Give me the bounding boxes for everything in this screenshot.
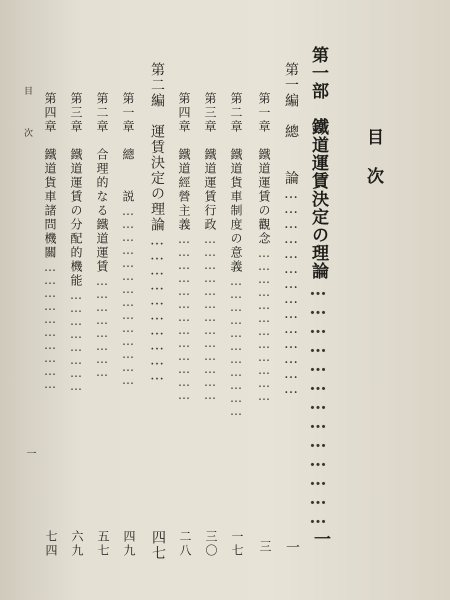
leader-dots: …………………… bbox=[69, 288, 83, 392]
toc-entry-title: 第一部 鐵道運賃決定の理論 bbox=[308, 46, 328, 280]
leader-dots: …………………………… bbox=[229, 274, 243, 417]
toc-entry-title: 第二章 鐵道貨車制度の意義 bbox=[229, 92, 243, 274]
toc-entry-title: 第一編 總 論 bbox=[283, 62, 299, 186]
page-number: 三 bbox=[258, 540, 272, 554]
leader-dots: ………………………… bbox=[149, 232, 165, 383]
page-number: 六九 bbox=[70, 530, 84, 558]
toc-entry-title: 第二章 合理的なる鐵道運賃 bbox=[95, 92, 109, 274]
leader-dots: ………………………………… bbox=[308, 280, 328, 527]
toc-entry-title: 第一章 總 説 bbox=[121, 92, 135, 204]
page-number: 四七 bbox=[150, 530, 166, 561]
toc-entry-ch2-2 bbox=[96, 92, 108, 378]
leader-dots: …………………………………… bbox=[121, 204, 135, 386]
leader-dots: …………………… bbox=[95, 274, 109, 378]
toc-entry-title: 第三章 鐵道運賃の分配的機能 bbox=[69, 92, 83, 288]
toc-entry-title: 第四章 鐵道貨車諸問機關 bbox=[43, 92, 57, 260]
page-number: 一七 bbox=[230, 530, 244, 558]
page-number: 二八 bbox=[178, 530, 192, 558]
toc-entry-hen2 bbox=[150, 62, 164, 383]
page-number: 五七 bbox=[96, 530, 110, 558]
toc-entry-ch1-1 bbox=[258, 92, 270, 402]
toc-entry-ch1-3 bbox=[204, 92, 216, 401]
toc-entry-part1 bbox=[309, 46, 326, 527]
toc-entry-ch2-4 bbox=[44, 92, 56, 390]
toc-entry-hen1 bbox=[284, 62, 298, 396]
toc-entry-title: 第四章 鐵道經營主義 bbox=[177, 92, 191, 232]
leader-dots: …………………………………… bbox=[283, 186, 299, 396]
page-number: 四九 bbox=[122, 530, 136, 558]
running-header: 目 次 bbox=[22, 86, 32, 149]
toc-entry-ch2-1 bbox=[122, 92, 134, 386]
toc-entry-title: 第二編 運賃決定の理論 bbox=[149, 62, 165, 233]
running-header-page: 一 bbox=[24, 448, 35, 458]
toc-entry-ch1-4 bbox=[178, 92, 190, 401]
toc-entry-ch1-2 bbox=[230, 92, 242, 417]
leader-dots: ………………………… bbox=[43, 260, 57, 390]
toc-title: 目次 bbox=[363, 128, 383, 206]
leader-dots: ………………………………… bbox=[203, 232, 217, 401]
toc-entry-title: 第一章 鐵道運賃の觀念 bbox=[257, 92, 271, 246]
toc-entry-title: 第三章 鐵道運賃行政 bbox=[203, 92, 217, 232]
page-number: 三〇 bbox=[204, 530, 218, 558]
leader-dots: ……………………………… bbox=[257, 246, 271, 402]
page-number: 七四 bbox=[44, 530, 58, 558]
toc-entry-ch2-3 bbox=[70, 92, 82, 392]
leader-dots: ………………………………… bbox=[177, 232, 191, 401]
page-number: 一 bbox=[310, 530, 330, 548]
page-number: 一 bbox=[284, 540, 300, 556]
